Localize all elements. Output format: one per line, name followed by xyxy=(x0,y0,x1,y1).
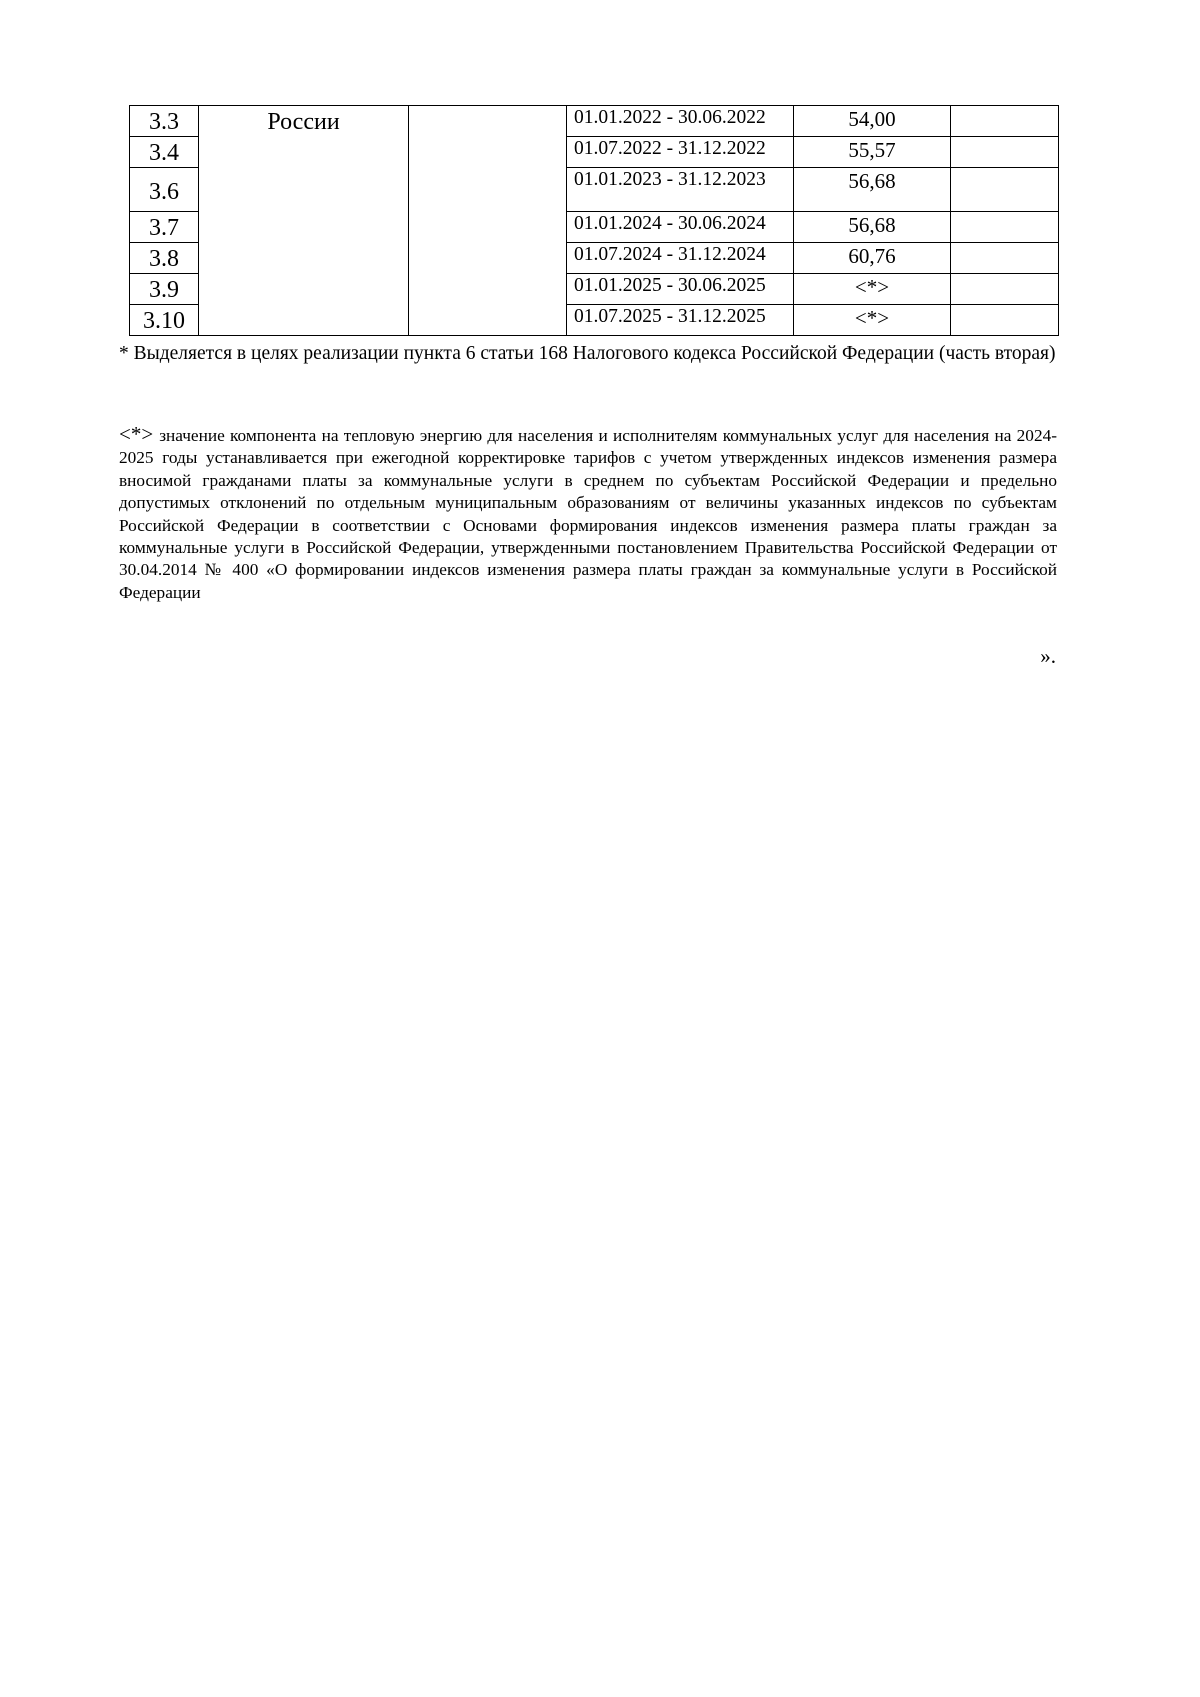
row-number: 3.7 xyxy=(130,212,199,243)
region-cell: России xyxy=(199,106,409,336)
row-number: 3.8 xyxy=(130,243,199,274)
closing-quote: ». xyxy=(1040,644,1056,668)
footnote-marker-text: значение компонента на тепловую энергию для населения и исполнителям коммунальных услуг для населения на 2024-2025 годы устанавливается при ежегодной корректировке тарифов с учетом утвержденных индексов изменения размера вносимой гражданами платы за коммунальные услуги в среднем по субъектам Российской Федерации и предельно допустимых отклонений по отдельным муниципальным образованиям от величины указанных индексов по субъектам Российской Федерации в соответствии с Основами формирования индексов изменения размера платы граждан за коммунальные услуги в Российской Федерации, утвержденными постановлением Правительства Российской Федерации от 30.04.2014 № 400 «О формировании индексов изменения размера платы граждан за коммунальные услуги в Российской Федерации xyxy=(119,426,1057,602)
period-cell: 01.07.2024 - 31.12.2024 xyxy=(567,243,794,274)
extra-cell xyxy=(951,274,1059,305)
period-cell: 01.01.2024 - 30.06.2024 xyxy=(567,212,794,243)
value-cell: 56,68 xyxy=(794,212,951,243)
period-cell: 01.01.2023 - 31.12.2023 xyxy=(567,168,794,212)
row-number: 3.6 xyxy=(130,168,199,212)
value-cell: <*> xyxy=(794,305,951,336)
extra-cell xyxy=(951,212,1059,243)
tariff-table xyxy=(129,105,1059,336)
row-number: 3.3 xyxy=(130,106,199,137)
row-number: 3.10 xyxy=(130,305,199,336)
extra-cell xyxy=(951,168,1059,212)
period-cell: 01.07.2022 - 31.12.2022 xyxy=(567,137,794,168)
table-row xyxy=(130,106,1059,137)
row-number: 3.9 xyxy=(130,274,199,305)
extra-cell xyxy=(951,243,1059,274)
blank-cell xyxy=(409,106,567,336)
period-cell: 01.07.2025 - 31.12.2025 xyxy=(567,305,794,336)
extra-cell xyxy=(951,106,1059,137)
footnote-star: * Выделяется в целях реализации пункта 6 статьи 168 Налогового кодекса Российской Федерации (часть вторая) xyxy=(119,343,1056,364)
footnote-marker xyxy=(119,423,1057,604)
row-number: 3.4 xyxy=(130,137,199,168)
period-cell: 01.01.2025 - 30.06.2025 xyxy=(567,274,794,305)
value-cell: 54,00 xyxy=(794,106,951,137)
value-cell: 60,76 xyxy=(794,243,951,274)
value-cell: 56,68 xyxy=(794,168,951,212)
footnote-marker-symbol: <*> xyxy=(119,422,154,446)
value-cell: 55,57 xyxy=(794,137,951,168)
extra-cell xyxy=(951,305,1059,336)
period-cell: 01.01.2022 - 30.06.2022 xyxy=(567,106,794,137)
extra-cell xyxy=(951,137,1059,168)
value-cell: <*> xyxy=(794,274,951,305)
